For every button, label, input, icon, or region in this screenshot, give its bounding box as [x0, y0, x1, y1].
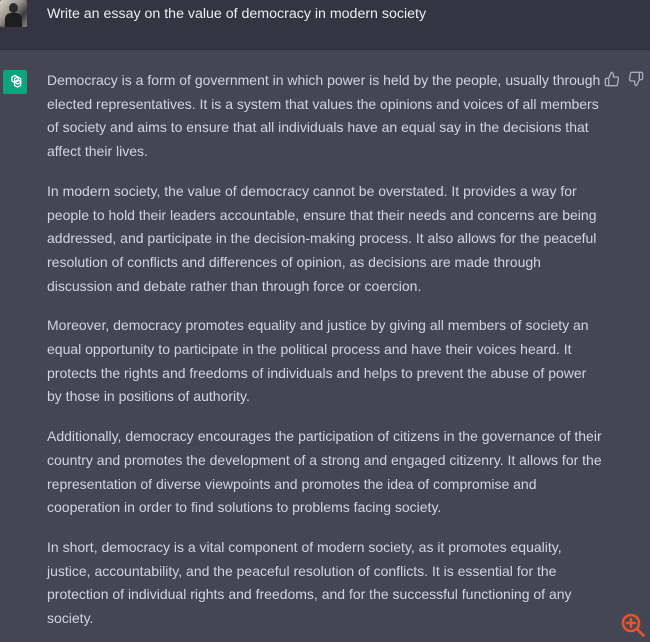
response-paragraph: In modern society, the value of democracy cannot be overstated. It provides a way for people to hold their leaders accountable, ensure that their needs and concerns are being addressed, and participate in the decision-making process. It also allows for the peaceful resolution of conflicts and differences of opinion, as decisions are made through discussion and debate rather than through force or coercion. — [47, 182, 597, 294]
response-paragraph: Additionally, democracy encourages the participation of citizens in the governance of their country and promotes the development of a strong and engaged citizenry. It allows for the representation of diverse viewpoints and promotes the idea of compromise and cooperation in order to find solutions to problems facing society. — [47, 428, 602, 516]
assistant-message-row — [0, 50, 650, 642]
user-prompt-text: Write an essay on the value of democracy in modern society — [47, 6, 427, 22]
response-paragraph: Democracy is a form of government in which power is held by the people, usually through elected representatives. It is a system that values the opinions and voices of all members of society and aims to ensure that all individuals have an equal say in the decisions that affect their lives. — [47, 72, 601, 160]
response-paragraph: Moreover, democracy promotes equality and justice by giving all members of society an equal opportunity to participate in the political process and have their voices heard. It protects the rights and freedoms of individuals and helps to prevent the abuse of power by those in positions of authority. — [47, 317, 589, 405]
user-message-row — [0, 0, 650, 50]
openai-logo-icon — [3, 70, 27, 94]
zoom-in-icon — [620, 612, 646, 638]
thumbs-down-button[interactable] — [628, 71, 644, 87]
thumbs-up-button[interactable] — [604, 71, 620, 87]
user-avatar — [0, 0, 27, 27]
response-paragraph: In short, democracy is a vital component of modern society, as it promotes equality, justice, accountability, and the peaceful resolution of conflicts. It is essential for the protection of individual rights and freedoms, and for the successful functioning of any society. — [47, 538, 572, 627]
assistant-response — [47, 69, 607, 642]
thumbs-down-icon — [628, 71, 644, 87]
thumbs-up-icon — [604, 71, 620, 87]
zoom-in-button[interactable] — [620, 612, 646, 638]
